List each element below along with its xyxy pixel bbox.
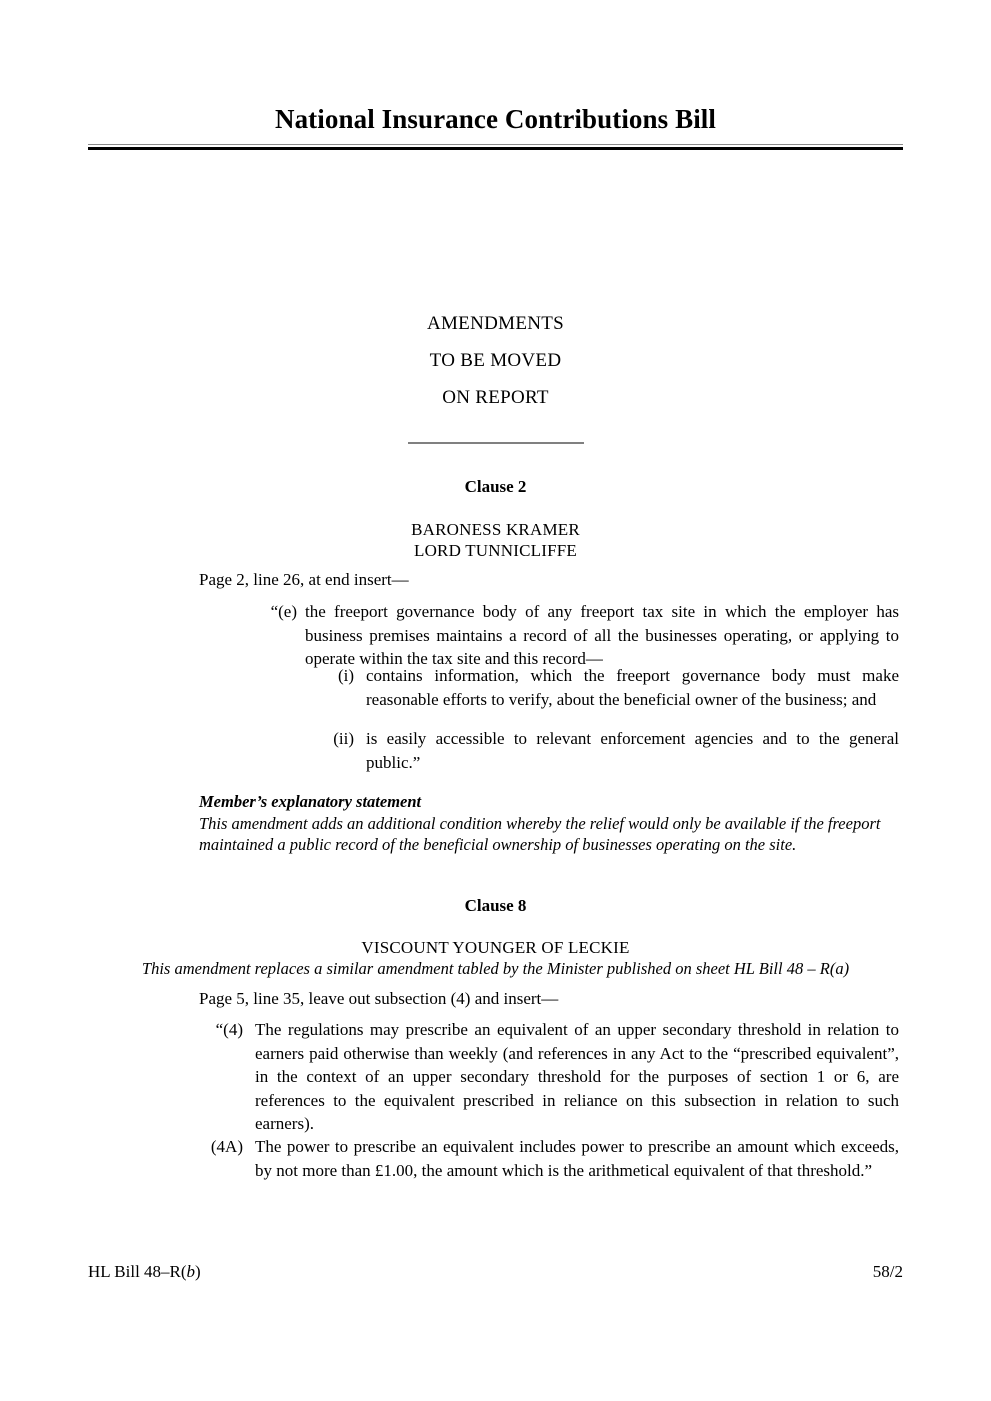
sponsor-baroness-kramer: BARONESS KRAMER: [411, 520, 580, 539]
amendment-subparagraph-ii: [310, 727, 899, 774]
heading-line-to-be-moved: TO BE MOVED: [429, 350, 562, 371]
amendment-paragraph-e: [265, 600, 899, 671]
subparagraph-text-i: contains information, which the freeport governance body must make reasonable efforts to verify, about the beneficial owner of the business; and: [366, 666, 899, 709]
amendment-lead-line-clause2: Page 2, line 26, at end insert—: [199, 570, 409, 589]
footer-bill-dash: –R(: [161, 1262, 187, 1281]
explanatory-statement: [199, 791, 899, 856]
note-reference-close: ): [843, 959, 850, 978]
amendment-lead-line-clause8: Page 5, line 35, leave out subsection (4) and insert—: [199, 989, 559, 1008]
explanatory-statement-text: This amendment adds an additional condition whereby the relief would only be available if the freeport maintained a public record of the beneficial ownership of businesses operating on the site.: [199, 813, 881, 854]
subsection-marker-4: “(4): [215, 1020, 243, 1039]
sponsor-viscount-younger: VISCOUNT YOUNGER OF LECKIE: [361, 938, 630, 957]
footer-page-number: 58/2: [872, 1262, 903, 1281]
divider-thick-line: [88, 147, 903, 150]
sponsor-lord-tunnicliffe: LORD TUNNICLIFFE: [414, 541, 577, 560]
heading-separator: [0, 434, 991, 452]
subparagraph-text-ii: is easily accessible to relevant enforcement agencies and to the general public.”: [366, 729, 899, 772]
amendment-subparagraph-i: [310, 664, 899, 711]
sponsor-block-clause8: [0, 937, 991, 958]
footer-bill-number: HL Bill 48: [88, 1262, 162, 1281]
footer-bill-letter: b: [186, 1262, 196, 1281]
amendment-replacement-note: [0, 959, 991, 979]
title-divider: [88, 144, 903, 150]
clause-heading-2: Clause 2: [464, 477, 527, 496]
page-title: National Insurance Contributions Bill: [274, 104, 717, 134]
note-text: This amendment replaces a similar amendment tabled by the Minister published on sheet HL Bill 48: [141, 959, 808, 978]
separator-rule: [408, 442, 584, 444]
sponsor-block-clause2: [0, 519, 991, 561]
amendments-heading-block: [0, 305, 991, 416]
note-reference-letter: a: [835, 959, 844, 978]
note-reference-dash: – R(: [807, 959, 836, 978]
heading-line-on-report: ON REPORT: [442, 387, 549, 408]
subsection-text-4a: The power to prescribe an equivalent includes power to prescribe an amount which exceeds, by not more than £1.00, the amount which is the arithmetical equivalent of that threshold.”: [255, 1137, 899, 1180]
footer-bill-close: ): [195, 1262, 201, 1281]
page-footer: [88, 1262, 903, 1282]
amendment-subsection-4: [199, 1018, 899, 1136]
subparagraph-marker-i: (i): [337, 666, 354, 685]
subsection-marker-4a: (4A): [210, 1137, 243, 1156]
subsection-text-4: The regulations may prescribe an equivalent of an upper secondary threshold in relation to earners paid otherwise than weekly (and references in any Act to the “prescribed equivalent”, in the context of an upper secondary threshold for the purposes of section 1 or 6, are references to the equivalent prescribed in reliance on this subsection in relation to such earners).: [255, 1020, 899, 1134]
clause-heading-8: Clause 8: [464, 896, 527, 915]
paragraph-text-e: the freeport governance body of any freeport tax site in which the employer has business premises maintains a record of all the businesses operating, or applying to operate within the tax site and this record—: [305, 602, 899, 669]
amendment-subsection-4a: [199, 1135, 899, 1182]
paragraph-marker-e: “(e): [270, 602, 297, 621]
footer-bill-reference: [88, 1262, 201, 1282]
explanatory-statement-heading: Member’s explanatory statement: [199, 792, 422, 811]
subparagraph-marker-ii: (ii): [333, 729, 354, 748]
heading-line-amendments: AMENDMENTS: [426, 313, 565, 334]
